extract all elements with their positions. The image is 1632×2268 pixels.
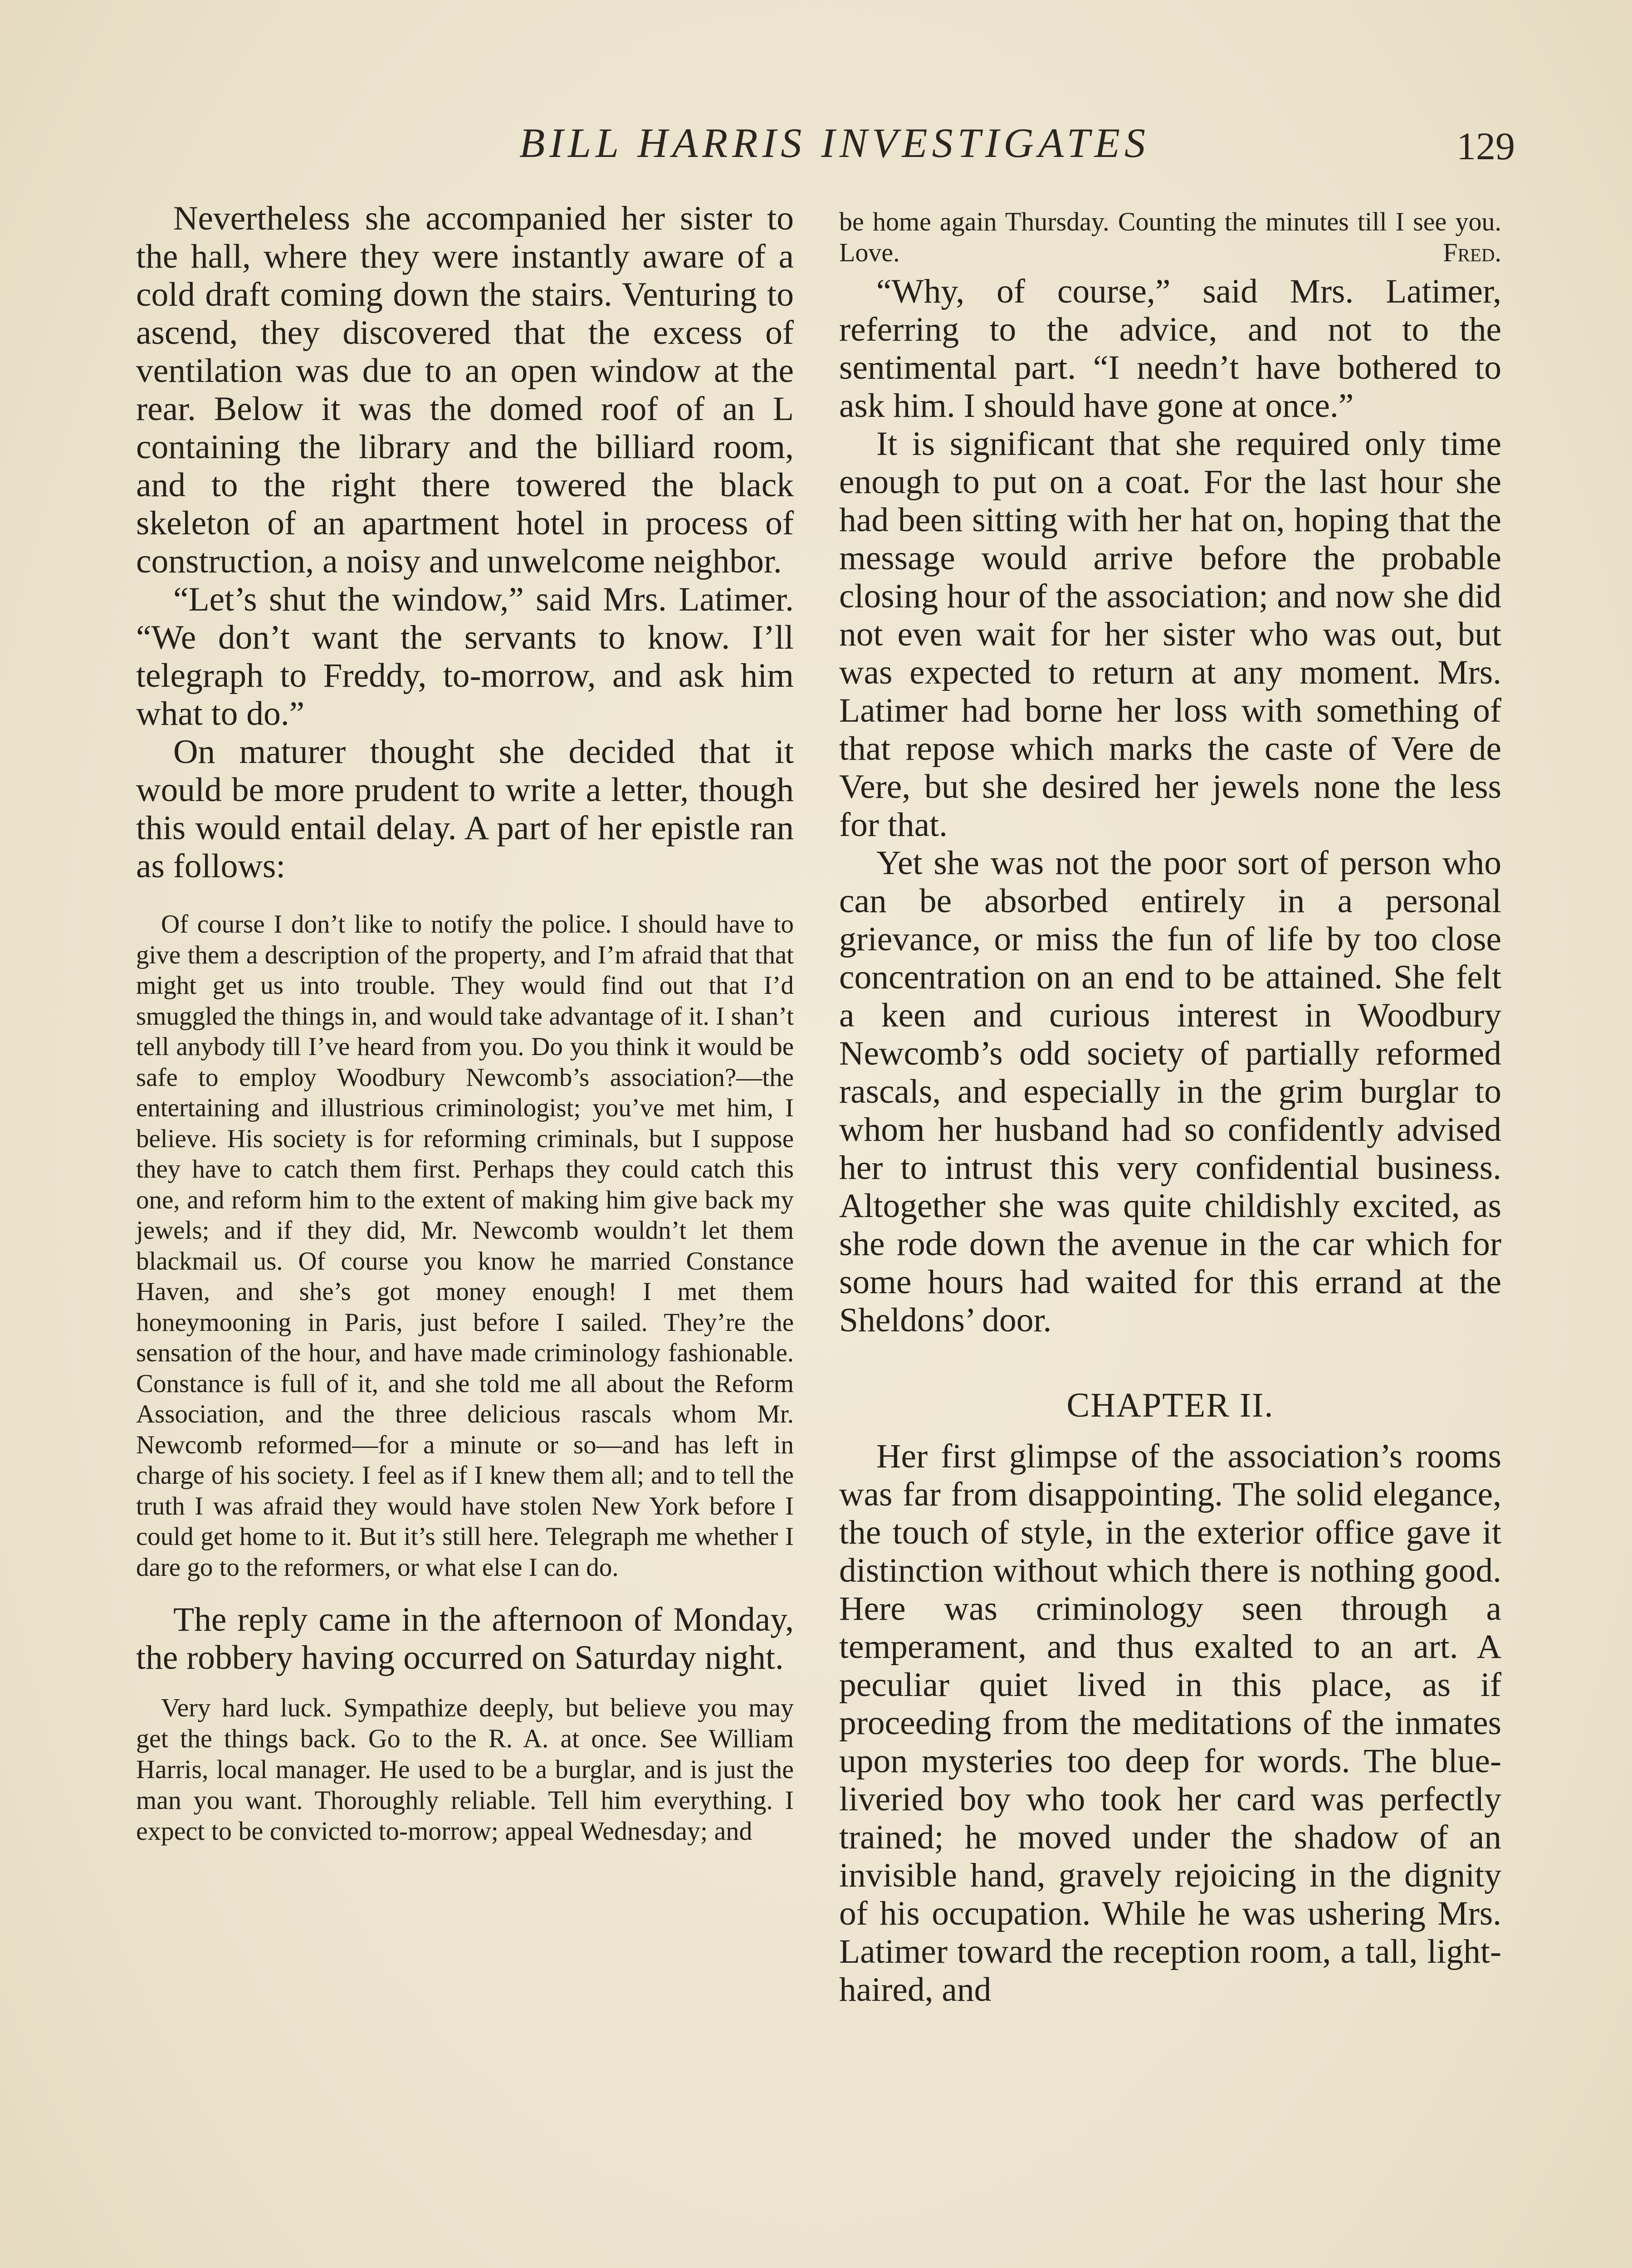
telegram-text: be home again Thursday. Counting the minutes till I see you. Love. xyxy=(839,207,1501,267)
paragraph: Nevertheless she accompanied her sister to the hall, where they were instantly aware of a cold draft coming down the stairs. Venturing to ascend, they discovered that the excess of ventilation was due to an open window at the rear. Below it was the domed roof of an L containing the library and the billiard room, and to the right there towered the black skeleton of an apartment hotel in process of construction, a noisy and unwelcome neighbor. xyxy=(136,200,794,580)
running-title: BILL HARRIS INVESTIGATES xyxy=(519,120,1150,166)
telegram-signature: Fred. xyxy=(1443,238,1501,267)
left-column xyxy=(136,200,794,1847)
page-number: 129 xyxy=(1456,124,1515,168)
paragraph: It is significant that she required only time enough to put on a coat. For the last hour she had been sitting with her hat on, hoping that the message would arrive before the probable closing hour of the association; and now she did not even wait for her sister who was out, but was expected to return at any moment. Mrs. Latimer had borne her loss with something of that repose which marks the caste of Vere de Vere, but she desired her jewels none the less for that. xyxy=(839,425,1501,844)
paragraph: On maturer thought she decided that it would be more prudent to write a letter, though this would entail delay. A part of her epistle ran as follows: xyxy=(136,733,794,885)
quoted-telegram: Very hard luck. Sympathize deeply, but believe you may get the things back. Go to the R. A. at once. See William Harris, local manager. He used to be a burglar, and is just the man you want. Thoroughly reliable. Tell him everything. I expect to be convicted to-morrow; appeal Wednesday; and xyxy=(136,1693,794,1846)
paragraph: Yet she was not the poor sort of person who can be absorbed entirely in a personal grievance, or miss the fun of life by too close concentration on an end to be attained. She felt a keen and curious interest in Woodbury Newcomb’s odd society of partially reformed rascals, and especially in the grim burglar to whom her husband had so confidently advised her to intrust this very confidential business. Altogether she was quite childishly excited, as she rode down the avenue in the car which for some hours had waited for this errand at the Sheldons’ door. xyxy=(839,844,1501,1339)
right-column xyxy=(839,206,1501,2009)
paragraph: “Why, of course,” said Mrs. Latimer, referring to the advice, and not to the sentimental part. “I needn’t have bothered to ask him. I should have gone at once.” xyxy=(839,273,1501,425)
paragraph: Her first glimpse of the association’s rooms was far from disappointing. The solid elegance, the touch of style, in the exterior office gave it distinction without which there is nothing good. Here was criminology seen through a temperament, and thus exalted to an art. A peculiar quiet lived in this place, as if proceeding from the meditations of the inmates upon mysteries too deep for words. The blue-liveried boy who took her card was perfectly trained; he moved under the shadow of an invisible hand, gravely rejoicing in the dignity of his occupation. While he was ushering Mrs. Latimer toward the reception room, a tall, light-haired, and xyxy=(839,1437,1501,2009)
quoted-telegram-continued xyxy=(839,206,1501,268)
quoted-letter: Of course I don’t like to notify the police. I should have to give them a description of the property, and I’m afraid that that might get us into trouble. They would find out that I’d smuggled the things in, and would take advantage of it. I shan’t tell anybody till I’ve heard from you. Do you think it would be safe to employ Woodbury Newcomb’s association?—the entertaining and illustrious criminologist; you’ve met him, I believe. His society is for reforming criminals, but I suppose they have to catch them first. Perhaps they could catch this one, and reform him to the extent of making him give back my jewels; and if they did, Mr. Newcomb wouldn’t let them blackmail us. Of course you know he married Constance Haven, and she’s got money enough! I met them honeymooning in Paris, just before I sailed. They’re the sensation of the hour, and have made criminology fashionable. Constance is full of it, and she told me all about the Reform Association, and the three delicious rascals whom Mr. Newcomb reformed—for a minute or so—and has left in charge of his society. I feel as if I knew them all; and to tell the truth I was afraid they would have stolen New York before I could get home to it. But it’s still here. Telegraph me whether I dare go to the reformers, or what else I can do. xyxy=(136,910,794,1582)
paragraph: The reply came in the afternoon of Monday, the robbery having occurred on Saturday night. xyxy=(136,1601,794,1677)
paragraph: “Let’s shut the window,” said Mrs. Latimer. “We don’t want the servants to know. I’ll telegraph to Freddy, to-morrow, and ask him what to do.” xyxy=(136,581,794,733)
chapter-heading: CHAPTER II. xyxy=(1066,1386,1274,1424)
